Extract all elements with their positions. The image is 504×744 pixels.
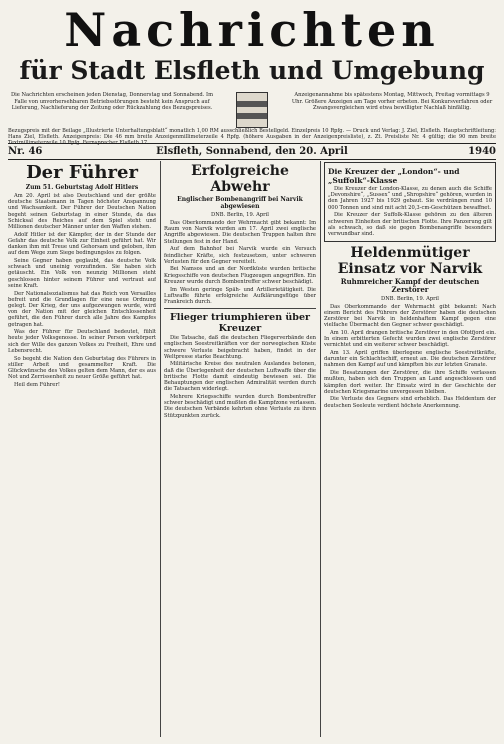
article-paragraph: Auf dem Bahnhof bei Narvik wurde ein Versuch feindlicher Kräfte, sich festzusetzen, unter schweren Verlusten für den Gegner vereitelt. — [164, 246, 316, 265]
headline-flieger: Flieger triumphieren über Kreuzer — [169, 312, 311, 335]
article-paragraph: Am 13. April griffen überlegene englische Seestreitkräfte, darunter ein Schlachtschiff, erneut an. Die deutschen Zerstörer nahmen den Kampf auf und kämpften bis zur letzten Granate. — [324, 350, 496, 369]
kreuzer-box — [324, 162, 496, 242]
article-paragraph: Die Tatsache, daß die deutschen Fliegerverbände den englischen Seestreitkräften vor der norwegischen Küste schwere Verluste beigebracht haben, findet in der Weltpresse starke Beachtung. — [164, 335, 316, 360]
column-divider — [160, 161, 161, 737]
dateline-narvik: DNB. Berlin, 19. April — [381, 295, 439, 302]
headline-narvik: Heldenmütiger Einsatz vor Narvik — [337, 244, 483, 277]
article-paragraph: Im Westen geringe Späh- und Artillerietätigkeit. Die Luftwaffe führte erfolgreiche Aufklärungsflüge über Frankreich durch. — [164, 286, 316, 305]
issue-year: 1940 — [468, 146, 496, 157]
divider-bottom — [8, 159, 496, 160]
subscription-info: Bezugspreis mit der Beilage „Illustrierte Unterhaltungsblatt“ monatlich 1,00 RM ausschließlich Bestellgeld. Einzelpreis 10 Rpfg. — Druck und Verlag: J. Ziel, Elsfleth. Hauptschriftleitung: Hans Ziel, Elsfleth. Anzeigenpreis: Die 46 mm breite Anzeigenmillimeterzeile 4 Rpfg. (höhere Ausgaben in der Anzeigenpreisliste), z. Zt. Preisliste Nr. 4 gültig; die 90 mm breite Textmillimeterzeile 10 Rpfg. Fernsprecher Elsfleth 17. — [8, 128, 496, 147]
info-left-text: Die Nachrichten erscheinen jeden Dienstag, Donnerstag und Sonnabend. Im Falle von unvorhersehbaren Betriebsstörungen besteht kein Anspruch auf Lieferung, Nachlieferung der Zeitung oder Rückzahlung des Bezugspreises. — [10, 92, 214, 111]
article-paragraph: Die Kreuzer der Suffolk-Klasse gehören zu den älteren schweren Einheiten der britischen Flotte. Ihre Panzerung gilt als schwach, so daß sie gegen Bombenangriffe besonders verwundbar sind. — [328, 212, 492, 237]
article-paragraph: Die Verluste des Gegners sind erheblich. Das Heldentum der deutschen Seeleute verdient höchste Anerkennung. — [324, 396, 496, 409]
article-paragraph: Die Besatzungen der Zerstörer, die ihre Schiffe verlassen mußten, haben sich den Truppen an Land angeschlossen und kämpfen dort weiter. Ihr Einsatz wird in der Geschichte der deutschen Kriegsmarine unvergessen bleiben. — [324, 370, 496, 395]
article-paragraph: Was der Führer für Deutschland bedeutet, fühlt heute jeder Volksgenosse. In seiner Person verkörpert sich der Wille des ganzen Volkes zu Freiheit, Ehre und Lebensrecht. — [8, 329, 156, 354]
column-divider — [320, 161, 321, 737]
headline-kreuzer: Die Kreuzer der „London“- und „Suffolk“-Klasse — [328, 167, 460, 185]
masthead-subtitle: für Stadt Elsfleth und Umgebung — [19, 56, 485, 85]
dateline-abwehr: DNB. Berlin, 19. April — [211, 212, 269, 218]
subline-narvik: Ruhmreicher Kampf der deutschen Zerstörer — [340, 276, 480, 294]
article-paragraph: Am 20. April ist also Deutschland und der größte deutsche Staatsmann in Tagen höchster Anspannung und Wachsamkeit. Der Führer der Deutschen Nation begeht seinen Geburtstag in einer Stunde, da das Schicksal des Reiches auf dem Spiel steht und Millionen deutscher Männer unter den Waffen stehen. — [8, 193, 156, 231]
article-paragraph: Militärische Kreise des neutralen Auslandes betonen, daß die Überlegenheit der deutschen Luftwaffe über die britische Flotte damit eindeutig bewiesen sei. Die Behauptungen der englischen Admiralität werden durch die Tatsachen widerlegt. — [164, 361, 316, 393]
headline-abwehr: Erfolgreiche Abwehr — [191, 163, 289, 195]
subline-abwehr: Englischer Bombenangriff bei Narvik abgewiesen — [177, 196, 303, 210]
article-paragraph: So begeht die Nation den Geburtstag des Führers in stiller Arbeit und gesammelter Kraft. Die Glückwünsche des Volkes gelten dem Mann, der es aus Not und Zerrissenheit zu neuer Größe geführt hat. — [8, 355, 156, 381]
issue-number: Nr. 46 — [8, 146, 43, 157]
info-bar — [8, 92, 496, 126]
town-crest-icon — [236, 92, 268, 128]
divider-top — [8, 143, 496, 144]
column-1 — [8, 161, 156, 739]
column-2 — [164, 161, 316, 739]
column-3 — [324, 161, 496, 739]
info-right-text: Anzeigenannahme bis spätestens Montag, Mittwoch, Freitag vormittags 9 Uhr. Größere Anzeigen am Tage vorher erbeten. Bei Konkursverfahren oder Zwangsvergleichen wird etwa bewilligter Nachlaß hinfällig. — [291, 92, 493, 111]
article-divider — [164, 308, 316, 309]
article-paragraph: Das Oberkommando der Wehrmacht gibt bekannt: Im Raum von Narvik wurden am 17. April zwei englische Angriffe abgewiesen. Die deutschen Truppen halten ihre Stellungen fest in der Hand. — [164, 220, 316, 245]
headline-fuehrer: Der Führer — [26, 162, 138, 183]
article-paragraph: Die Kreuzer der London-Klasse, zu denen auch die Schiffe „Devonshire“, „Sussex“ und „Shropshire“ gehören, wurden in den Jahren 1927 bis 1929 gebaut. Sie verdrängen rund 10 000 Tonnen und sind mit acht 20,3-cm-Geschützen bewaffnet. — [328, 186, 492, 211]
place-date: Elsfleth, Sonnabend, den 20. April — [156, 146, 348, 157]
article-paragraph: Bei Namsos und an der Nordküste wurden britische Kriegsschiffe von deutschen Flugzeugen angegriffen. Ein Kreuzer wurde durch Bombentreffer schwer beschädigt. — [164, 266, 316, 285]
subline-fuehrer: Zum 51. Geburtstag Adolf Hitlers — [25, 184, 139, 191]
article-paragraph: Mehrere Kriegsschiffe wurden durch Bombentreffer schwer beschädigt und mußten die Kampfzone verlassen. Die deutschen Verbände kehrten ohne Verluste zu ihren Stützpunkten zurück. — [164, 393, 316, 419]
article-paragraph: Heil dem Führer! — [14, 381, 60, 388]
article-paragraph: Seine Gegner haben geglaubt, das deutsche Volk schwach und uneinig vorzufinden. Sie haben sich getäuscht. Ein Volk von neunzig Millionen steht geschlossen hinter seinem Führer und vertraut auf seine Kraft. — [8, 258, 156, 289]
dateline — [8, 145, 496, 159]
article-paragraph: Der Nationalsozialismus hat das Reich von Versailles befreit und die Grundlagen für eine neue Ordnung gelegt. Der Krieg, der uns aufgezwungen wurde, wird von der Nation mit der gleichen Entschlossenheit geführt, die den Führer durch alle Jahre des Kampfes getragen hat. — [8, 290, 156, 328]
article-paragraph: Das Oberkommando der Wehrmacht gibt bekannt: Nach einem Bericht des Führers der Zerstörer haben die deutschen Zerstörer bei Narvik in heldenhaftem Kampf gegen eine vielfache Übermacht den Gegner schwer geschädigt. — [324, 303, 496, 329]
article-paragraph: Am 10. April drangen britische Zerstörer in den Ofotfjord ein. In einem erbitterten Gefecht wurden zwei englische Zerstörer vernichtet und ein weiterer schwer beschädigt. — [324, 329, 496, 349]
masthead — [10, 4, 494, 56]
article-paragraph: Adolf Hitler ist der Kämpfer, der in der Stunde der Gefahr das deutsche Volk zur Einheit geführt hat. Wir danken ihm mit Treue und Gehorsam und geloben, ihm auf dem Wege zum Siege bedingungslos zu folgen. — [8, 231, 156, 257]
masthead-title: Nachrichten — [64, 3, 440, 57]
